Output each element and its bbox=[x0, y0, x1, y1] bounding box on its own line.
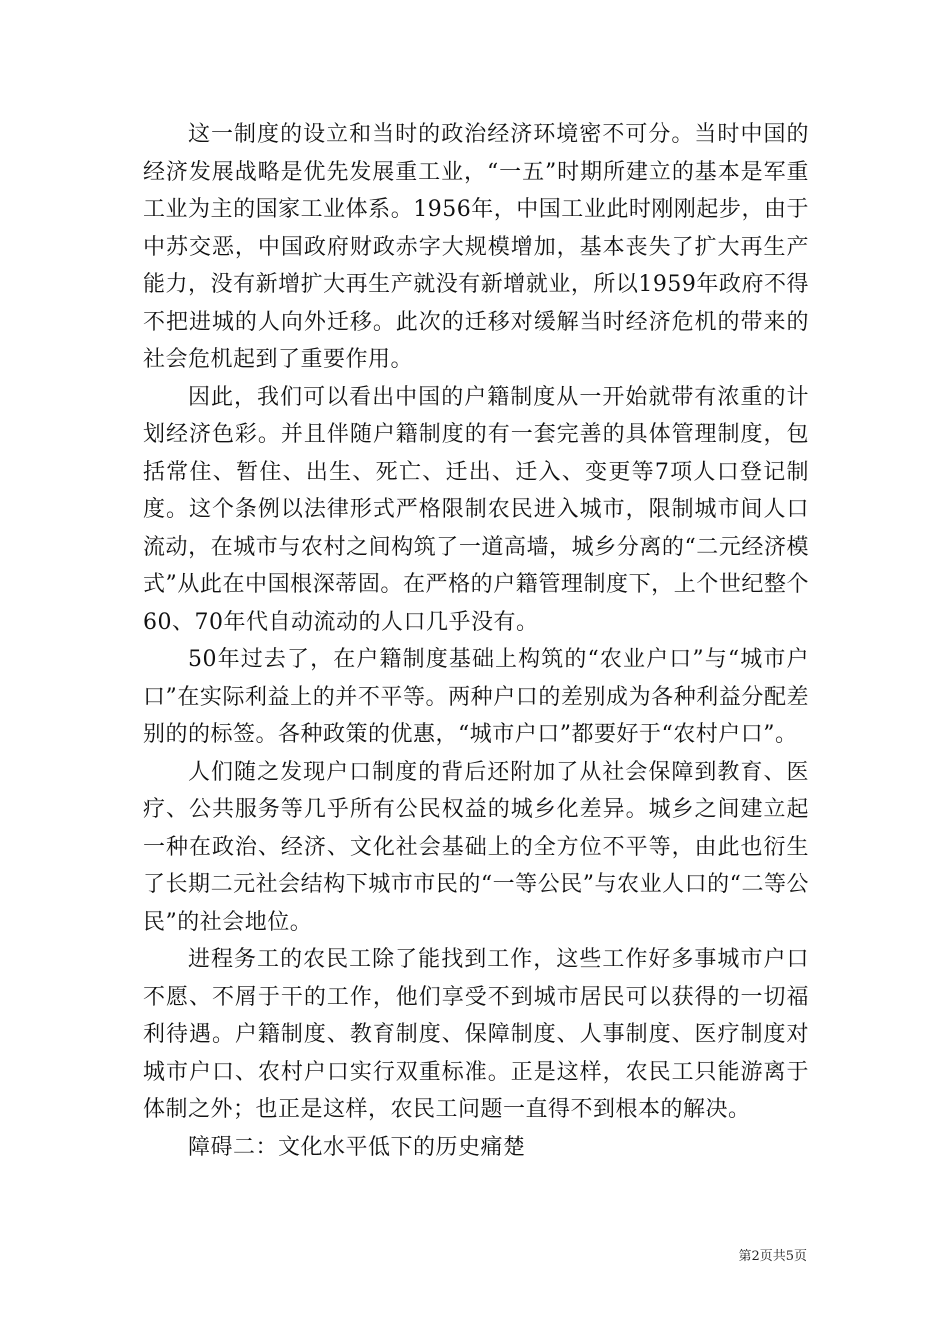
paragraph-5: 进程务工的农民工除了能找到工作，这些工作好多事城市户口不愿、不屑于干的工作，他们享受不到城市居民可以获得的一切福利待遇。户籍制度、教育制度、保障制度、人事制度、医疗制度对城市户口、农村户口实行双重标准。正是这样，农民工只能游离于体制之外；也正是这样，农民工问题一直得不到根本的解决。 bbox=[143, 947, 809, 1122]
section-heading: 障碍二：文化水平低下的历史痛楚 bbox=[188, 1134, 526, 1160]
paragraph-3: 50年过去了，在户籍制度基础上构筑的“农业户口”与“城市户口”在实际利益上的并不平等。两种户口的差别成为各种利益分配差别的的标签。各种政策的优惠，“城市户口”都要好于“农村户口”。 bbox=[143, 647, 809, 747]
paragraph-1: 这一制度的设立和当时的政治经济环境密不可分。当时中国的经济发展战略是优先发展重工业，“一五”时期所建立的基本是军重工业为主的国家工业体系。1956年，中国工业此时刚刚起步，由于中苏交恶，中国政府财政赤字大规模增加，基本丧失了扩大再生产能力，没有新增扩大再生产就没有新增就业，所以1959年政府不得不把进城的人向外迁移。此次的迁移对缓解当时经济危机的带来的社会危机起到了重要作用。 bbox=[143, 122, 809, 372]
paragraph-2: 因此，我们可以看出中国的户籍制度从一开始就带有浓重的计划经济色彩。并且伴随户籍制度的有一套完善的具体管理制度，包括常住、暂住、出生、死亡、迁出、迁入、变更等7项人口登记制度。这个条例以法律形式严格限制农民进入城市，限制城市间人口流动，在城市与农村之间构筑了一道高墙，城乡分离的“二元经济模式”从此在中国根深蒂固。在严格的户籍管理制度下，上个世纪整个60、70年代自动流动的人口几乎没有。 bbox=[143, 384, 809, 635]
page-number-footer: 第2页共5页 bbox=[738, 1249, 807, 1264]
body-text bbox=[143, 116, 809, 1166]
paragraph-4: 人们随之发现户口制度的背后还附加了从社会保障到教育、医疗、公共服务等几乎所有公民权益的城乡化差异。城乡之间建立起一种在政治、经济、文化社会基础上的全方位不平等，由此也衍生了长期二元社会结构下城市市民的“一等公民”与农业人口的“二等公民”的社会地位。 bbox=[143, 759, 809, 935]
